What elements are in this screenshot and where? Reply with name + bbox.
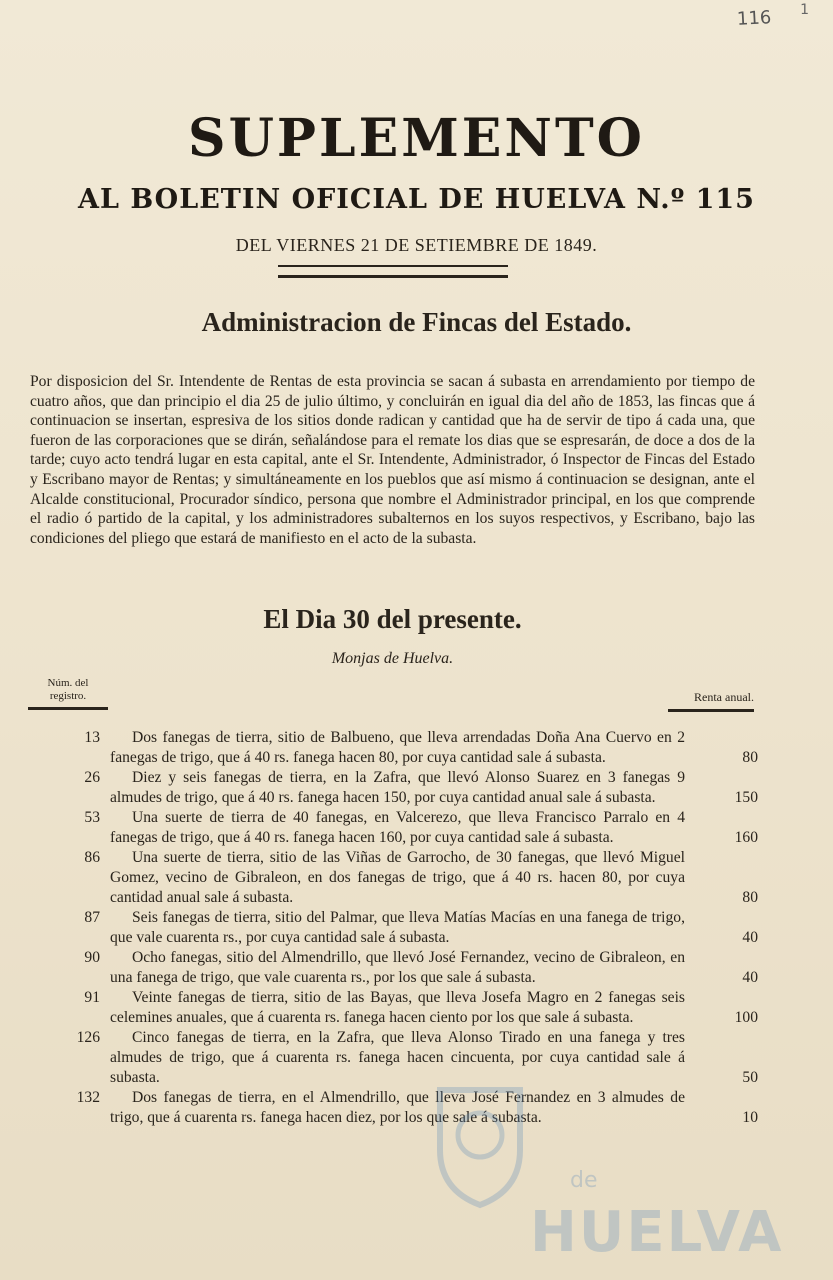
issue-date: DEL VIERNES 21 DE SETIEMBRE DE 1849. [235,235,598,255]
column-header-rule-left [28,707,108,710]
entry-text: Dos fanegas de tierra, sitio de Balbueno, que lleva arrendadas Doña Ana Cuervo en 2 fanegas de trigo, que á 40 rs. fanega hacen 80, por cuya cantidad sale á subasta. [110,729,685,766]
day-heading: El Dia 30 del presente. [263,604,522,634]
entry-number: 26 [84,769,100,786]
column-header-rent-label: Renta anual. [694,690,754,704]
entry-number: 53 [84,809,100,826]
entry-rent: 80 [742,889,758,906]
entry-text: Una suerte de tierra, sitio de las Viñas de Garrocho, de 30 fanegas, que llevó Miguel Gomez, vecino de Gibraleon, en dos fanegas de trigo, que á 40 rs. hacen 80, por cuya cantidad anual sale á subasta. [110,849,685,906]
entry-text: Dos fanegas de tierra, en el Almendrillo, que lleva José Fernandez en 3 almudes de trigo, que á cuarenta rs. fanega hacen diez, por los que sale á subasta. [110,1089,685,1126]
list-item [40,908,760,948]
intro-paragraph: Por disposicion del Sr. Intendente de Rentas de esta provincia se sacan á subasta en arrendamiento por tiempo de cuatro años, que dan principio el dia 25 de julio último, y concluirán en igual dia del año de 1853, las fincas que á continuacion se insertan, espresiva de los sitios donde radican y cantidad que ha de servir de tipo á cada una, que fueron de las corporaciones que se dirán, señalándose para el remate los dias que se espresarán, de doce a dos de la tarde; cuyo acto tendrá lugar en esta capital, ante el Sr. Intendente, Administrador, ó Inspector de Fincas del Estado y Escribano mayor de Rentas; y simultáneamente en los pueblos que así mismo á continuacion se designan, ante el Alcalde constitucional, Procurador síndico, persona que nombre el Administrador principal, en los que comprende el radio ó partido de la capital, y los administradores subalternos en los suyos respectivos, y Escribano, bajo las condiciones del pliego que estará de manifiesto en el acto de la subasta. [30,373,755,547]
entry-number: 132 [76,1089,100,1106]
crest-icon [420,1070,540,1210]
page-subtitle: AL BOLETIN OFICIAL DE HUELVA N.º 115 [78,184,755,215]
entry-rent: 150 [734,789,758,806]
watermark-text: HUELVA [530,1200,784,1265]
watermark-small-text: de [570,1168,598,1193]
page-title: SUPLEMENTO [188,108,645,169]
entry-rent: 40 [742,929,758,946]
entries-list [40,728,760,1128]
entry-text: Diez y seis fanegas de tierra, en la Zafra, que llevó Alonso Suarez en 3 fanegas 9 almudes de trigo, que á 40 rs. fanega hacen 150, por cuya cantidad anual sale á subasta. [110,769,685,806]
entry-rent: 100 [734,1009,758,1026]
entry-text: Una suerte de tierra de 40 fanegas, en Valcerezo, que lleva Francisco Parralo en 4 fanegas de trigo, que á 40 rs. fanega hacen 160, por cuya cantidad sale á subasta. [110,809,685,846]
title-divider [278,265,508,278]
list-item [40,948,760,988]
entry-text: Seis fanegas de tierra, sitio del Palmar, que lleva Matías Macías en una fanega de trigo, que vale cuarenta rs., por cuya cantidad sale á subasta. [110,909,685,946]
entry-text: Veinte fanegas de tierra, sitio de las Bayas, que lleva Josefa Magro en 2 fanegas seis celemines anuales, que á cuarenta rs. fanega hacen ciento por los que sale á subasta. [110,989,685,1026]
section-title: Administracion de Fincas del Estado. [201,307,632,337]
handwritten-folio-number: 116 [736,7,772,30]
entry-rent: 160 [734,829,758,846]
entry-rent: 80 [742,749,758,766]
entry-number: 87 [84,909,100,926]
entry-rent: 50 [742,1069,758,1086]
entry-number: 90 [84,949,100,966]
entry-number: 91 [84,989,100,1006]
list-item [40,808,760,848]
entry-text: Cinco fanegas de tierra, en la Zafra, que lleva Alonso Tirado en una fanega y tres almudes de trigo, que á cuarenta rs. fanega hacen cincuenta, por cuya cantidad sale á subasta. [110,1029,685,1086]
place-heading: Monjas de Huelva. [331,650,454,667]
column-header-rule-right [668,709,754,712]
entry-rent: 10 [742,1109,758,1126]
entry-rent: 40 [742,969,758,986]
handwritten-mark: 1 [800,2,809,18]
list-item [40,728,760,768]
list-item [40,988,760,1028]
entry-number: 126 [76,1029,100,1046]
column-header-registry [28,677,108,710]
column-header-rent [668,690,754,712]
entry-number: 13 [84,729,100,746]
list-item [40,768,760,808]
library-watermark [420,1070,784,1270]
column-header-registry-label: Núm. del registro. [47,677,89,702]
entry-text: Ocho fanegas, sitio del Almendrillo, que llevó José Fernandez, vecino de Gibraleon, en una fanega de trigo, que vale cuarenta rs., por los que sale á subasta. [110,949,685,986]
list-item [40,848,760,908]
entry-number: 86 [84,849,100,866]
